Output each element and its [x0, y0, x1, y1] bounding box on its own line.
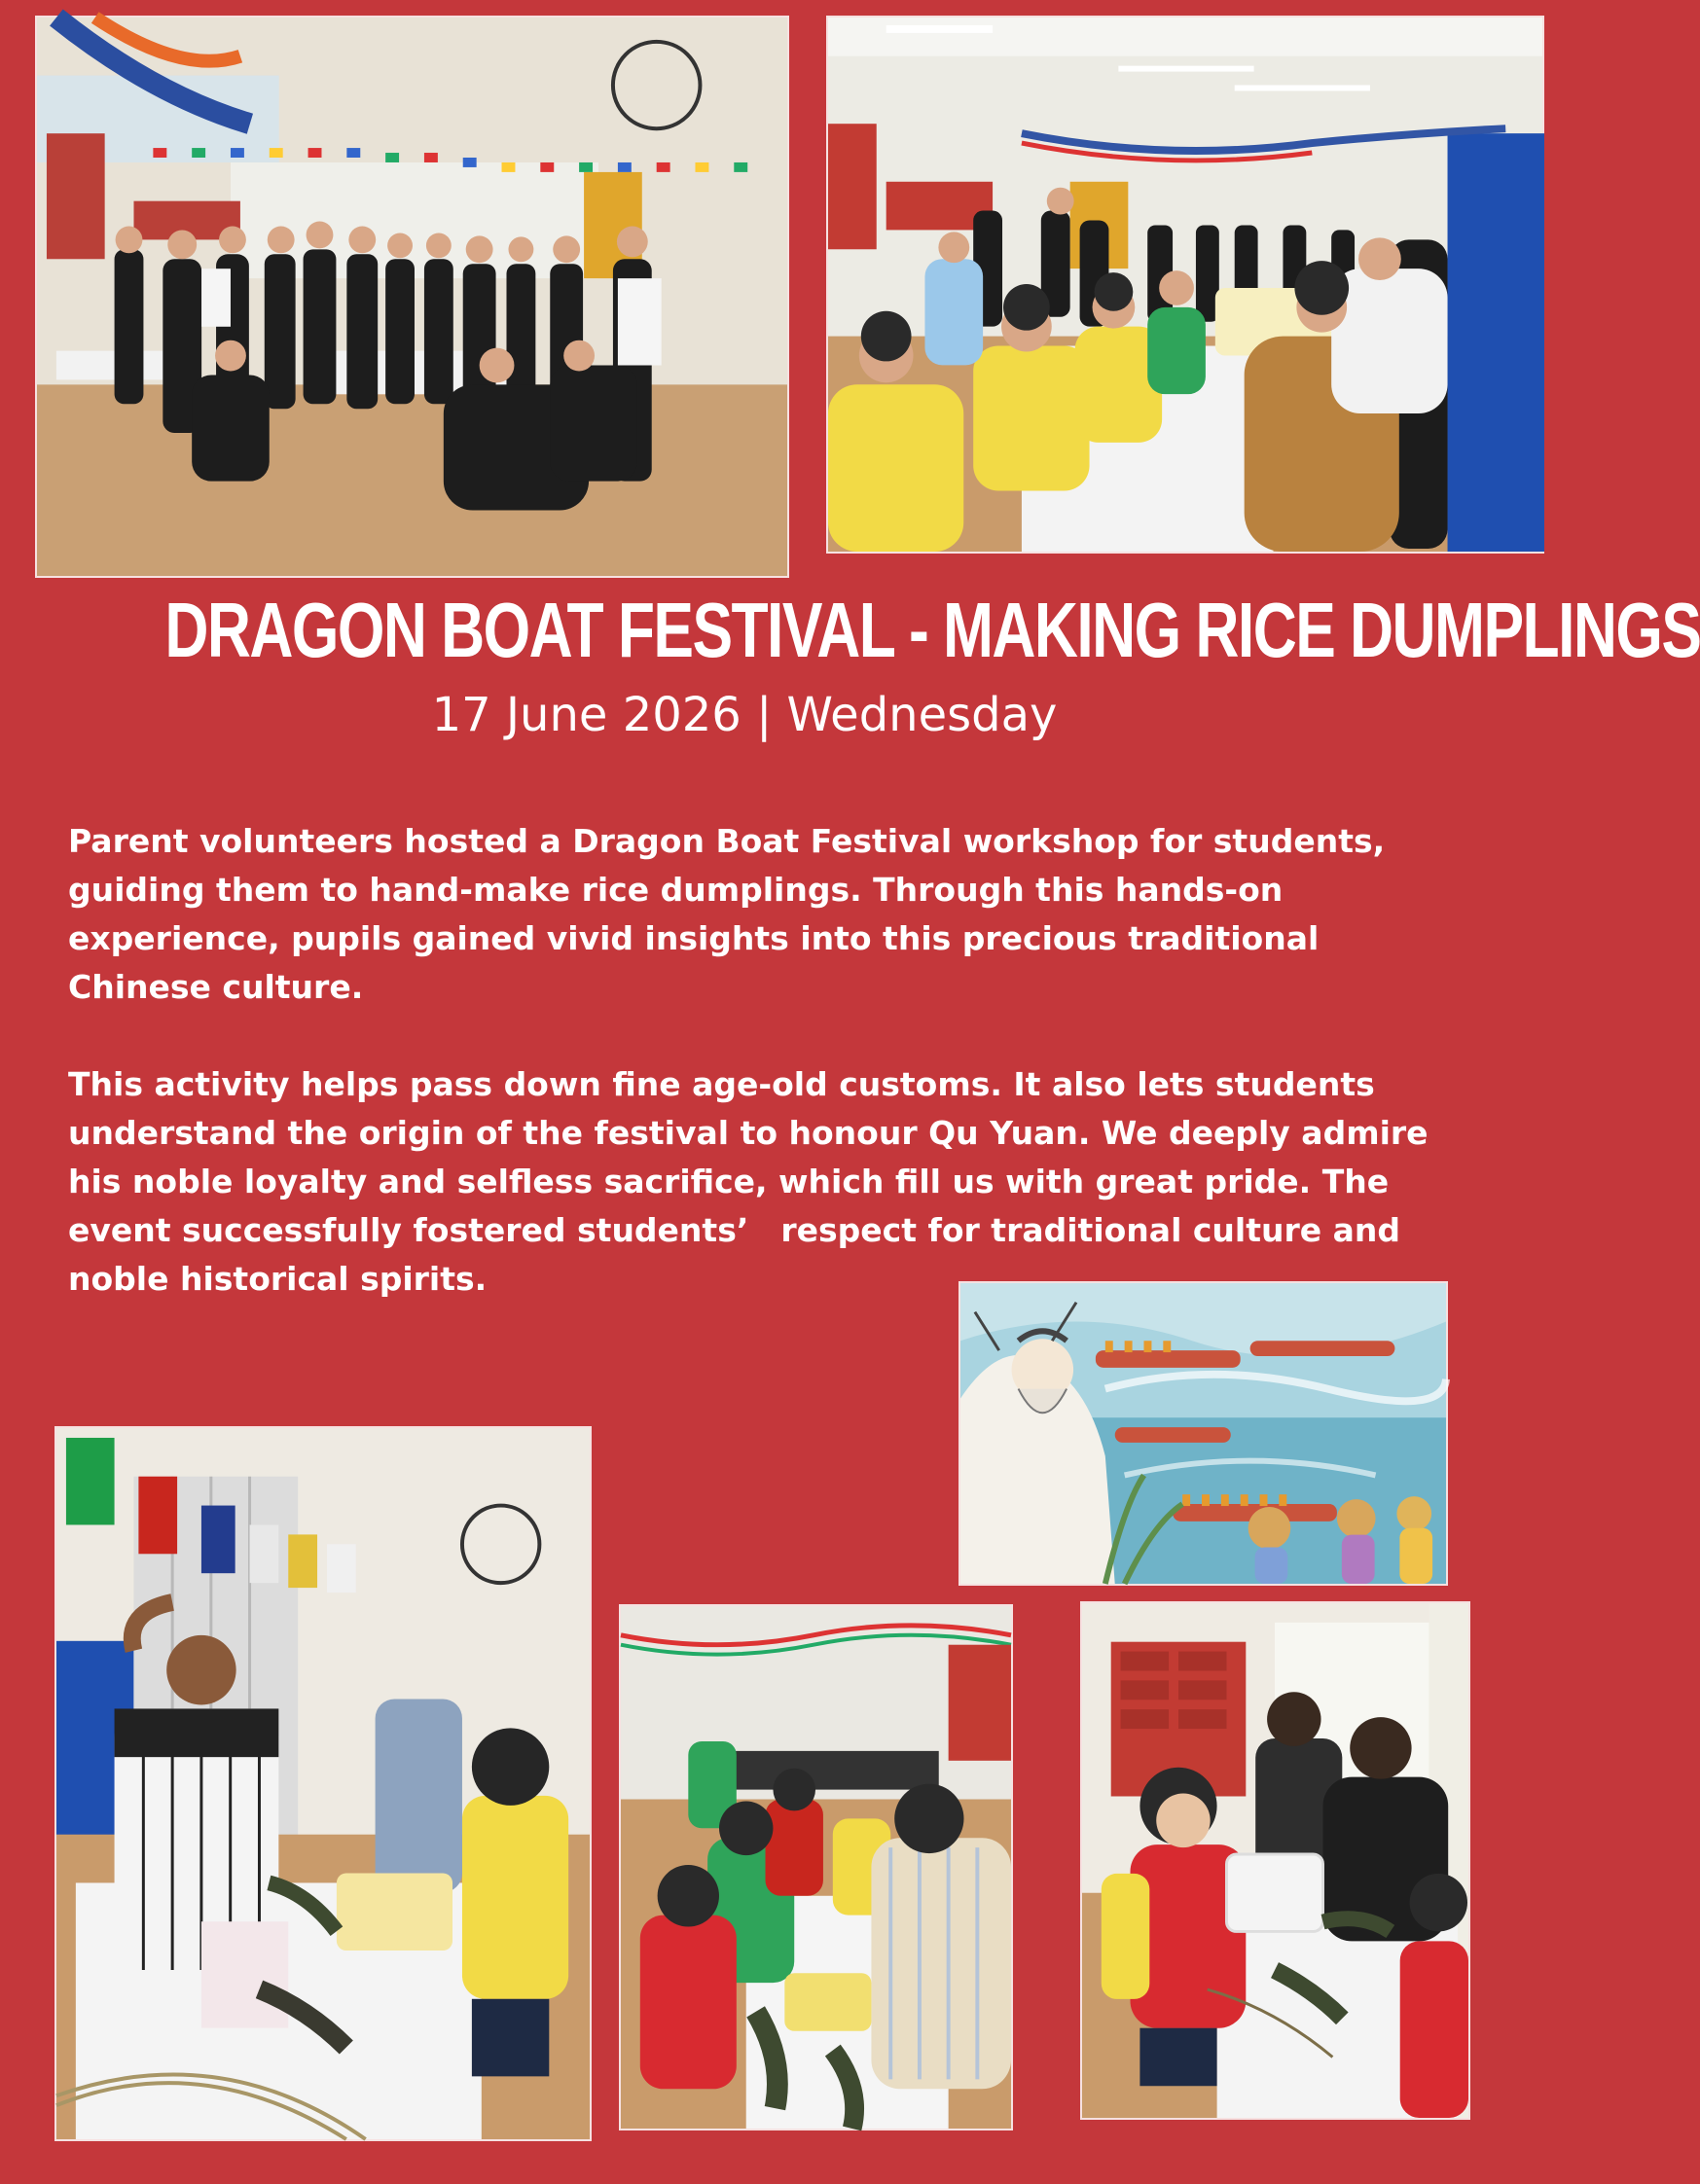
photo-girl-making-dumplings — [1080, 1601, 1470, 2120]
event-date: 17 June 2026 | Wednesday — [431, 688, 1058, 742]
illustration-qu-yuan-dragon-boats — [959, 1281, 1448, 1586]
paragraph-qu-yuan: This activity helps pass down fine age-old customs. It also lets students understand the origin of the festival to honour Qu Yuan. We deeply admire his noble loyalty and selfless sacrifice, which fill us with great pride. The event successfully fostered students’ respect for traditional culture and noble historical spirits. — [68, 1065, 1429, 1298]
photo-volunteer-demonstration — [54, 1426, 592, 2141]
paragraph-intro: Parent volunteers hosted a Dragon Boat Festival workshop for students, guiding them to hand-make rice dumplings. Through this hands-on experience, pupils gained vivid insights into this precious traditional Chinese culture. — [68, 822, 1386, 1006]
photo-students-wrapping — [619, 1604, 1013, 2130]
photo-volunteer-group — [35, 16, 789, 578]
photo-students-in-hall — [826, 16, 1544, 554]
page-title: DRAGON BOAT FESTIVAL - MAKING RICE DUMPLINGS — [164, 587, 1700, 673]
